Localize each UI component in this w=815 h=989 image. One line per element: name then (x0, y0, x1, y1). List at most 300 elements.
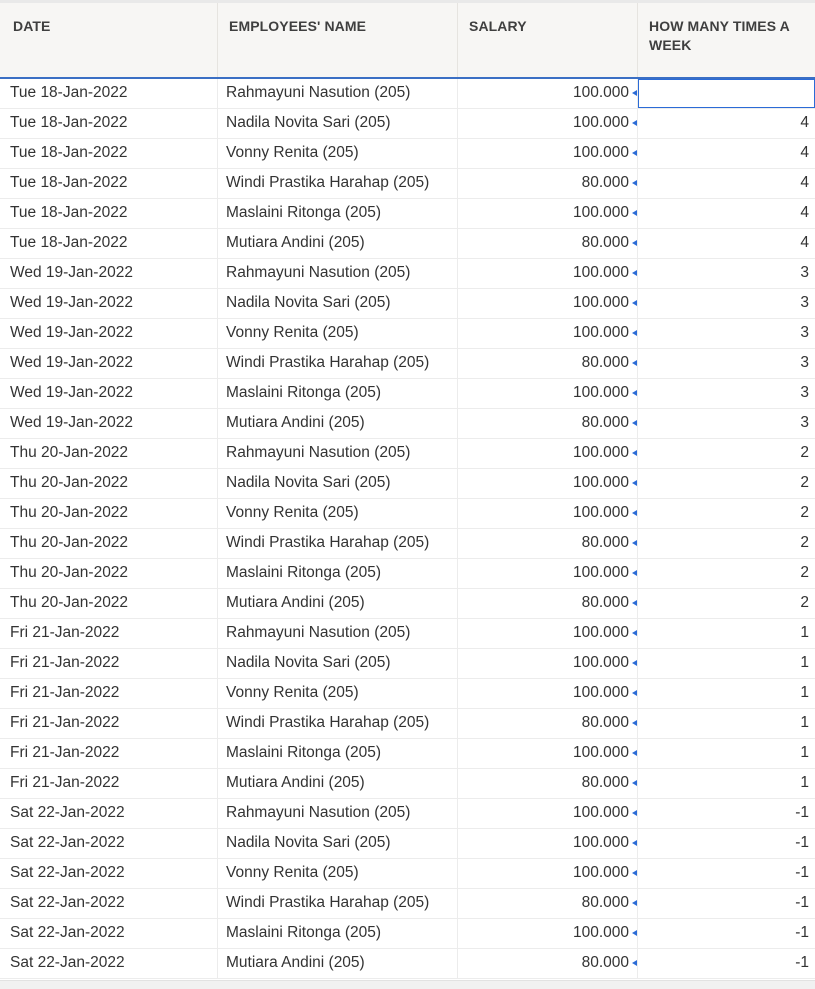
times-a-week-cell-selected[interactable] (638, 79, 815, 108)
left-pointing-triangle-icon (632, 540, 637, 546)
employee-name-cell-text: Maslaini Ritonga (205) (226, 384, 382, 401)
times-a-week-cell[interactable] (638, 139, 815, 168)
table-row[interactable] (0, 409, 815, 439)
left-pointing-triangle-icon (632, 720, 637, 726)
employee-name-cell[interactable] (218, 409, 458, 438)
date-cell-text: Tue 18-Jan-2022 (10, 114, 128, 131)
employee-name-cell[interactable] (218, 169, 458, 198)
times-a-week-cell[interactable] (638, 799, 815, 828)
salary-cell[interactable] (458, 109, 638, 138)
date-cell[interactable] (0, 259, 218, 288)
date-cell-text: Thu 20-Jan-2022 (10, 564, 129, 581)
salary-cell-text: 100.000 (572, 384, 629, 401)
table-row[interactable] (0, 829, 815, 859)
employee-name-cell-text: Rahmayuni Nasution (205) (226, 84, 411, 101)
times-a-week-cell-text: -1 (795, 924, 809, 941)
date-cell-text: Fri 21-Jan-2022 (10, 654, 120, 671)
times-a-week-cell-text: 2 (800, 564, 809, 581)
salary-cell-text: 100.000 (572, 924, 629, 941)
salary-cell[interactable] (458, 709, 638, 738)
salary-cell-text: 80.000 (581, 354, 629, 371)
employee-name-cell[interactable] (218, 229, 458, 258)
date-cell[interactable] (0, 589, 218, 618)
times-a-week-cell[interactable] (638, 589, 815, 618)
salary-cell-text: 100.000 (572, 654, 629, 671)
salary-cell[interactable] (458, 379, 638, 408)
salary-cell-text: 80.000 (581, 894, 629, 911)
date-cell[interactable] (0, 619, 218, 648)
employee-name-cell[interactable] (218, 619, 458, 648)
left-pointing-triangle-icon (632, 750, 637, 756)
date-cell[interactable] (0, 409, 218, 438)
salary-cell[interactable] (458, 349, 638, 378)
date-cell[interactable] (0, 709, 218, 738)
table-row[interactable] (0, 739, 815, 769)
salary-cell[interactable] (458, 649, 638, 678)
date-cell[interactable] (0, 199, 218, 228)
table-row[interactable] (0, 889, 815, 919)
table-row[interactable] (0, 589, 815, 619)
table-row[interactable] (0, 139, 815, 169)
times-a-week-cell-text: 4 (800, 114, 809, 131)
left-pointing-triangle-icon (632, 930, 637, 936)
salary-cell-text: 80.000 (581, 954, 629, 971)
times-a-week-cell[interactable] (638, 529, 815, 558)
employee-name-cell[interactable] (218, 349, 458, 378)
times-a-week-cell[interactable] (638, 469, 815, 498)
salary-cell[interactable] (458, 859, 638, 888)
date-cell-text: Thu 20-Jan-2022 (10, 444, 129, 461)
employee-name-cell[interactable] (218, 289, 458, 318)
left-pointing-triangle-icon (632, 840, 637, 846)
date-cell-text: Tue 18-Jan-2022 (10, 144, 128, 161)
times-a-week-cell-text: 3 (800, 324, 809, 341)
employee-name-cell-text: Rahmayuni Nasution (205) (226, 444, 411, 461)
salary-cell[interactable] (458, 79, 638, 108)
table-row[interactable] (0, 679, 815, 709)
salary-cell-text: 100.000 (572, 744, 629, 761)
date-cell-text: Sat 22-Jan-2022 (10, 954, 125, 971)
left-pointing-triangle-icon (632, 390, 637, 396)
employee-name-cell-text: Mutiara Andini (205) (226, 954, 365, 971)
date-cell[interactable] (0, 139, 218, 168)
times-a-week-cell-text: 3 (800, 414, 809, 431)
salary-cell[interactable] (458, 799, 638, 828)
salary-cell-text: 80.000 (581, 534, 629, 551)
salary-cell[interactable] (458, 439, 638, 468)
salary-cell[interactable] (458, 229, 638, 258)
salary-cell[interactable] (458, 169, 638, 198)
times-a-week-cell-text: 2 (800, 474, 809, 491)
times-a-week-cell-text: 2 (800, 444, 809, 461)
salary-cell-text: 100.000 (572, 564, 629, 581)
salary-cell[interactable] (458, 199, 638, 228)
table-row[interactable] (0, 559, 815, 589)
salary-cell-text: 100.000 (572, 834, 629, 851)
date-cell-text: Sat 22-Jan-2022 (10, 924, 125, 941)
times-a-week-cell-text: 2 (800, 534, 809, 551)
employee-name-cell[interactable] (218, 829, 458, 858)
date-cell[interactable] (0, 169, 218, 198)
employee-name-cell[interactable] (218, 199, 458, 228)
employee-name-cell[interactable] (218, 709, 458, 738)
times-a-week-cell[interactable] (638, 109, 815, 138)
employee-name-cell-text: Vonny Renita (205) (226, 684, 359, 701)
table-row[interactable] (0, 529, 815, 559)
date-cell-text: Sat 22-Jan-2022 (10, 804, 125, 821)
times-a-week-cell-text: 3 (800, 384, 809, 401)
left-pointing-triangle-icon (632, 630, 637, 636)
employee-name-cell-text: Rahmayuni Nasution (205) (226, 264, 411, 281)
left-pointing-triangle-icon (632, 210, 637, 216)
date-cell[interactable] (0, 889, 218, 918)
date-cell-text: Fri 21-Jan-2022 (10, 684, 120, 701)
salary-cell-text: 100.000 (572, 864, 629, 881)
left-pointing-triangle-icon (632, 180, 637, 186)
employee-name-cell[interactable] (218, 469, 458, 498)
date-cell-text: Sat 22-Jan-2022 (10, 834, 125, 851)
salary-cell[interactable] (458, 529, 638, 558)
salary-cell[interactable] (458, 889, 638, 918)
table-row[interactable] (0, 349, 815, 379)
grid-header (0, 3, 815, 79)
times-a-week-cell[interactable] (638, 829, 815, 858)
employee-name-cell[interactable] (218, 769, 458, 798)
date-cell[interactable] (0, 829, 218, 858)
times-a-week-cell[interactable] (638, 259, 815, 288)
date-cell-text: Tue 18-Jan-2022 (10, 204, 128, 221)
salary-cell-text: 80.000 (581, 714, 629, 731)
date-cell[interactable] (0, 79, 218, 108)
left-pointing-triangle-icon (632, 900, 637, 906)
table-row[interactable] (0, 229, 815, 259)
times-a-week-cell[interactable] (638, 289, 815, 318)
date-cell-text: Wed 19-Jan-2022 (10, 384, 133, 401)
employee-name-cell[interactable] (218, 499, 458, 528)
column-header-date[interactable]: DATE (0, 3, 218, 77)
salary-cell[interactable] (458, 619, 638, 648)
times-a-week-cell[interactable] (638, 679, 815, 708)
employee-name-cell-text: Vonny Renita (205) (226, 504, 359, 521)
times-a-week-cell-text: 4 (800, 174, 809, 191)
employee-name-cell[interactable] (218, 109, 458, 138)
table-row[interactable] (0, 109, 815, 139)
salary-cell[interactable] (458, 469, 638, 498)
employee-name-cell-text: Mutiara Andini (205) (226, 414, 365, 431)
employee-name-cell-text: Nadila Novita Sari (205) (226, 114, 391, 131)
salary-cell-text: 80.000 (581, 234, 629, 251)
times-a-week-cell[interactable] (638, 199, 815, 228)
salary-cell[interactable] (458, 259, 638, 288)
date-cell[interactable] (0, 739, 218, 768)
table-row[interactable] (0, 859, 815, 889)
employee-name-cell[interactable] (218, 379, 458, 408)
date-cell-text: Tue 18-Jan-2022 (10, 84, 128, 101)
times-a-week-cell[interactable] (638, 229, 815, 258)
employee-name-cell-text: Rahmayuni Nasution (205) (226, 804, 411, 821)
date-cell[interactable] (0, 559, 218, 588)
column-header-times-a-week[interactable]: HOW MANY TIMES A WEEK (649, 18, 790, 53)
employee-name-cell[interactable] (218, 259, 458, 288)
column-header-employees-name[interactable]: EMPLOYEES' NAME (218, 3, 458, 77)
salary-cell[interactable] (458, 829, 638, 858)
table-row[interactable] (0, 379, 815, 409)
date-cell-text: Thu 20-Jan-2022 (10, 534, 129, 551)
salary-cell[interactable] (458, 769, 638, 798)
date-cell-text: Fri 21-Jan-2022 (10, 774, 120, 791)
salary-cell[interactable] (458, 409, 638, 438)
employee-name-cell-text: Nadila Novita Sari (205) (226, 834, 391, 851)
employee-name-cell-text: Rahmayuni Nasution (205) (226, 624, 411, 641)
table-row[interactable] (0, 259, 815, 289)
employee-name-cell-text: Nadila Novita Sari (205) (226, 654, 391, 671)
date-cell-text: Tue 18-Jan-2022 (10, 234, 128, 251)
salary-cell[interactable] (458, 679, 638, 708)
left-pointing-triangle-icon (632, 360, 637, 366)
table-row[interactable] (0, 439, 815, 469)
times-a-week-cell[interactable] (638, 349, 815, 378)
times-a-week-cell-text: 3 (800, 264, 809, 281)
times-a-week-cell[interactable] (638, 739, 815, 768)
times-a-week-cell[interactable] (638, 949, 815, 978)
date-cell-text: Wed 19-Jan-2022 (10, 354, 133, 371)
times-a-week-cell[interactable] (638, 409, 815, 438)
employee-name-cell[interactable] (218, 919, 458, 948)
salary-cell-text: 100.000 (572, 324, 629, 341)
times-a-week-cell[interactable] (638, 559, 815, 588)
salary-cell[interactable] (458, 589, 638, 618)
date-cell[interactable] (0, 649, 218, 678)
salary-cell-text: 100.000 (572, 504, 629, 521)
employee-name-cell[interactable] (218, 739, 458, 768)
left-pointing-triangle-icon (632, 450, 637, 456)
left-pointing-triangle-icon (632, 570, 637, 576)
table-row[interactable] (0, 649, 815, 679)
times-a-week-cell[interactable] (638, 859, 815, 888)
left-pointing-triangle-icon (632, 660, 637, 666)
times-a-week-cell-text: 1 (800, 684, 809, 701)
times-a-week-cell[interactable] (638, 709, 815, 738)
date-cell-text: Wed 19-Jan-2022 (10, 294, 133, 311)
salary-cell-text: 100.000 (572, 264, 629, 281)
date-cell-text: Wed 19-Jan-2022 (10, 414, 133, 431)
salary-cell-text: 100.000 (572, 624, 629, 641)
left-pointing-triangle-icon (632, 300, 637, 306)
left-pointing-triangle-icon (632, 810, 637, 816)
table-row[interactable] (0, 199, 815, 229)
date-cell-text: Sat 22-Jan-2022 (10, 864, 125, 881)
employee-name-cell-text: Mutiara Andini (205) (226, 234, 365, 251)
left-pointing-triangle-icon (632, 690, 637, 696)
left-pointing-triangle-icon (632, 480, 637, 486)
employee-name-cell-text: Windi Prastika Harahap (205) (226, 534, 430, 551)
left-pointing-triangle-icon (632, 120, 637, 126)
salary-cell-text: 100.000 (572, 444, 629, 461)
left-pointing-triangle-icon (632, 780, 637, 786)
salary-cell[interactable] (458, 739, 638, 768)
table-row[interactable] (0, 499, 815, 529)
times-a-week-cell-text: 4 (800, 144, 809, 161)
employee-name-cell-text: Maslaini Ritonga (205) (226, 204, 382, 221)
employee-name-cell[interactable] (218, 439, 458, 468)
times-a-week-cell-text: 3 (800, 294, 809, 311)
date-cell[interactable] (0, 319, 218, 348)
salary-cell-text: 80.000 (581, 414, 629, 431)
times-a-week-cell-text: 4 (800, 234, 809, 251)
times-a-week-cell-text: 1 (800, 654, 809, 671)
times-a-week-cell-text: 1 (800, 744, 809, 761)
left-pointing-triangle-icon (632, 90, 637, 96)
times-a-week-cell-text: -1 (795, 864, 809, 881)
date-cell[interactable] (0, 469, 218, 498)
salary-cell[interactable] (458, 949, 638, 978)
employee-name-cell-text: Vonny Renita (205) (226, 324, 359, 341)
table-row[interactable] (0, 709, 815, 739)
date-cell[interactable] (0, 679, 218, 708)
left-pointing-triangle-icon (632, 270, 637, 276)
employee-name-cell[interactable] (218, 649, 458, 678)
salary-cell-text: 80.000 (581, 174, 629, 191)
employee-name-cell-text: Windi Prastika Harahap (205) (226, 714, 430, 731)
date-cell-text: Thu 20-Jan-2022 (10, 594, 129, 611)
date-cell-text: Fri 21-Jan-2022 (10, 714, 120, 731)
times-a-week-cell-text: 1 (800, 714, 809, 731)
times-a-week-cell-text: -1 (795, 804, 809, 821)
employee-name-cell[interactable] (218, 589, 458, 618)
salary-cell[interactable] (458, 319, 638, 348)
date-cell[interactable] (0, 499, 218, 528)
salary-cell-text: 80.000 (581, 594, 629, 611)
table-row[interactable] (0, 949, 815, 979)
date-cell[interactable] (0, 289, 218, 318)
date-cell[interactable] (0, 859, 218, 888)
table-row[interactable] (0, 169, 815, 199)
date-cell[interactable] (0, 229, 218, 258)
table-row[interactable] (0, 619, 815, 649)
date-cell[interactable] (0, 799, 218, 828)
table-row[interactable] (0, 79, 815, 109)
salary-cell[interactable] (458, 139, 638, 168)
salary-cell-text: 100.000 (572, 294, 629, 311)
salary-cell-text: 100.000 (572, 114, 629, 131)
date-cell-text: Tue 18-Jan-2022 (10, 174, 128, 191)
employee-name-cell-text: Vonny Renita (205) (226, 864, 359, 881)
times-a-week-cell-text: 4 (800, 204, 809, 221)
times-a-week-cell[interactable] (638, 619, 815, 648)
salary-cell[interactable] (458, 499, 638, 528)
times-a-week-cell-text: 1 (800, 624, 809, 641)
salary-cell[interactable] (458, 559, 638, 588)
date-cell[interactable] (0, 109, 218, 138)
table-row[interactable] (0, 289, 815, 319)
table-row[interactable] (0, 319, 815, 349)
date-cell[interactable] (0, 349, 218, 378)
employee-name-cell-text: Nadila Novita Sari (205) (226, 294, 391, 311)
times-a-week-cell-text: -1 (795, 954, 809, 971)
date-cell-text: Fri 21-Jan-2022 (10, 744, 120, 761)
left-pointing-triangle-icon (632, 240, 637, 246)
horizontal-scrollbar[interactable] (0, 980, 815, 989)
times-a-week-cell[interactable] (638, 319, 815, 348)
column-header-salary[interactable]: SALARY (458, 3, 638, 77)
left-pointing-triangle-icon (632, 420, 637, 426)
salary-cell[interactable] (458, 919, 638, 948)
employee-name-cell-text: Windi Prastika Harahap (205) (226, 354, 430, 371)
employee-name-cell-text: Mutiara Andini (205) (226, 594, 365, 611)
times-a-week-cell-text: 2 (800, 504, 809, 521)
date-cell[interactable] (0, 769, 218, 798)
salary-cell-text: 100.000 (572, 204, 629, 221)
employee-name-cell-text: Maslaini Ritonga (205) (226, 564, 382, 581)
employee-name-cell[interactable] (218, 859, 458, 888)
employee-name-cell[interactable] (218, 889, 458, 918)
left-pointing-triangle-icon (632, 510, 637, 516)
date-cell[interactable] (0, 379, 218, 408)
date-cell[interactable] (0, 949, 218, 978)
left-pointing-triangle-icon (632, 150, 637, 156)
employee-name-cell[interactable] (218, 679, 458, 708)
date-cell[interactable] (0, 439, 218, 468)
employee-name-cell-text: Maslaini Ritonga (205) (226, 924, 382, 941)
employee-name-cell[interactable] (218, 79, 458, 108)
times-a-week-cell[interactable] (638, 769, 815, 798)
date-cell-text: Thu 20-Jan-2022 (10, 474, 129, 491)
date-cell-text: Fri 21-Jan-2022 (10, 624, 120, 641)
date-cell-text: Thu 20-Jan-2022 (10, 504, 129, 521)
employee-name-cell-text: Mutiara Andini (205) (226, 774, 365, 791)
table-row[interactable] (0, 799, 815, 829)
times-a-week-cell-text: 1 (800, 774, 809, 791)
salary-cell-text: 100.000 (572, 144, 629, 161)
times-a-week-cell[interactable] (638, 379, 815, 408)
employee-name-cell-text: Windi Prastika Harahap (205) (226, 174, 430, 191)
salary-cell[interactable] (458, 289, 638, 318)
salary-cell-text: 100.000 (572, 804, 629, 821)
salary-cell-text: 100.000 (572, 474, 629, 491)
times-a-week-cell-text: -1 (795, 894, 809, 911)
table-row[interactable] (0, 469, 815, 499)
times-a-week-cell-text: -1 (795, 834, 809, 851)
times-a-week-cell[interactable] (638, 439, 815, 468)
left-pointing-triangle-icon (632, 870, 637, 876)
times-a-week-cell[interactable] (638, 889, 815, 918)
salary-cell-text: 100.000 (572, 684, 629, 701)
table-row[interactable] (0, 769, 815, 799)
date-cell[interactable] (0, 919, 218, 948)
employee-name-cell[interactable] (218, 139, 458, 168)
date-cell-text: Wed 19-Jan-2022 (10, 324, 133, 341)
date-cell-text: Sat 22-Jan-2022 (10, 894, 125, 911)
date-cell-text: Wed 19-Jan-2022 (10, 264, 133, 281)
times-a-week-cell[interactable] (638, 919, 815, 948)
employee-name-cell-text: Maslaini Ritonga (205) (226, 744, 382, 761)
grid-body (0, 79, 815, 979)
employee-name-cell[interactable] (218, 949, 458, 978)
date-cell[interactable] (0, 529, 218, 558)
employee-name-cell[interactable] (218, 559, 458, 588)
employee-name-cell[interactable] (218, 319, 458, 348)
table-row[interactable] (0, 919, 815, 949)
times-a-week-cell[interactable] (638, 169, 815, 198)
times-a-week-cell-text: 2 (800, 594, 809, 611)
salary-cell-text: 80.000 (581, 774, 629, 791)
employee-name-cell-text: Nadila Novita Sari (205) (226, 474, 391, 491)
times-a-week-cell[interactable] (638, 649, 815, 678)
employee-name-cell[interactable] (218, 529, 458, 558)
employee-name-cell[interactable] (218, 799, 458, 828)
times-a-week-cell[interactable] (638, 499, 815, 528)
salary-cell-text: 100.000 (572, 84, 629, 101)
